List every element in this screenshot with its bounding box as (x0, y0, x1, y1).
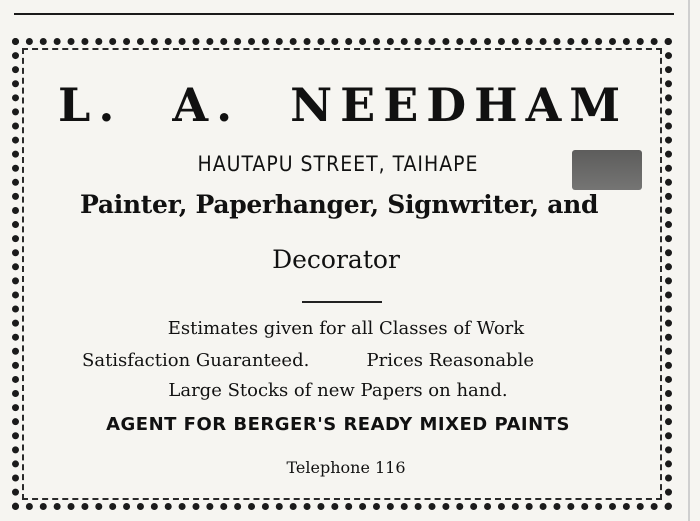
trades-line-1: Painter, Paperhanger, Signwriter, and (80, 190, 599, 219)
satisfaction-prices-line (82, 350, 602, 371)
page-edge-rule (688, 0, 690, 521)
stocks-line: Large Stocks of new Papers on hand. (168, 380, 508, 401)
agent-line: AGENT FOR BERGER'S READY MIXED PAINTS (106, 414, 570, 435)
estimates-line: Estimates given for all Classes of Work (167, 318, 525, 339)
trades-line-2: Decorator (272, 245, 400, 274)
prices-text: Prices Reasonable (366, 350, 534, 371)
top-rule (14, 13, 674, 15)
divider (302, 301, 382, 303)
telephone-line: Telephone 116 (286, 458, 406, 477)
satisfaction-text: Satisfaction Guaranteed. (82, 350, 310, 371)
advertiser-name: L. A. NEEDHAM (58, 78, 629, 132)
street-address: HAUTAPU STREET, TAIHAPE (197, 152, 479, 176)
